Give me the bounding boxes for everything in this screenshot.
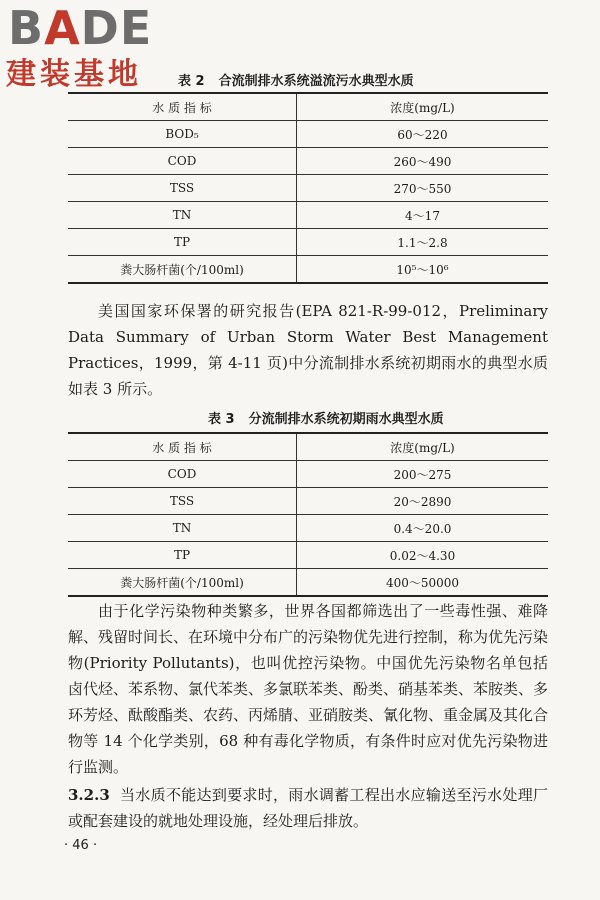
paragraph-priority-pollutants [68, 598, 548, 780]
table3 [68, 432, 548, 597]
cell-concentration: 20～2890 [297, 488, 549, 515]
table-row [68, 256, 548, 284]
cell-indicator: BOD₅ [68, 121, 297, 148]
table3-caption [208, 408, 444, 427]
cell-concentration: 4～17 [297, 202, 549, 229]
cell-concentration: 400～50000 [297, 569, 549, 597]
cell-concentration: 270～550 [297, 175, 549, 202]
page-number: · 46 · [64, 838, 98, 853]
cell-indicator: TSS [68, 488, 297, 515]
logo-letter: D [80, 1, 120, 55]
table3-title: 分流制排水系统初期雨水典型水质 [248, 412, 444, 427]
cell-concentration: 200～275 [297, 461, 549, 488]
cell-concentration: 0.02～4.30 [297, 542, 549, 569]
cell-indicator: TN [68, 515, 297, 542]
table2-number: 表 2 [178, 74, 205, 89]
header-concentration: 浓度(mg/L) [297, 93, 549, 121]
table-row [68, 175, 548, 202]
paragraph2-text: 由于化学污染物种类繁多，世界各国都筛选出了一些毒性强、难降解、残留时间长、在环境中分布广的污染物优先进行控制，称为优先污染物(Priority Pollutants)，也叫优控污染物。中国优先污染物名单包括卤代烃、苯系物、氯代苯类、多氯联苯类、酚类、硝基苯类、苯胺类、多环芳烃、酞酸酯类、农药、丙烯腈、亚硝胺类、氰化物、重金属及其化合物等 14 个化学类别，68 种有毒化学物质，有条件时应对优先污染物进行监测。 [68, 602, 549, 776]
logo-letter: E [119, 1, 153, 55]
table2 [68, 92, 548, 284]
cell-concentration: 1.1～2.8 [297, 229, 549, 256]
header-indicator: 水 质 指 标 [68, 93, 297, 121]
cell-indicator: 粪大肠杆菌(个/100ml) [68, 256, 297, 284]
cell-indicator: TP [68, 542, 297, 569]
cell-indicator: COD [68, 148, 297, 175]
table-header-row [68, 433, 548, 461]
table-row [68, 461, 548, 488]
table-row [68, 202, 548, 229]
logo-letter: B [8, 1, 45, 55]
logo-wordmark [8, 1, 153, 55]
cell-indicator: COD [68, 461, 297, 488]
cell-indicator: TSS [68, 175, 297, 202]
clause-text: 当水质不能达到要求时，雨水调蓄工程出水应输送至污水处理厂或配套建设的就地处理设施，经处理后排放。 [68, 786, 548, 830]
cell-concentration: 10⁵～10⁶ [297, 256, 549, 284]
paragraph1-text: 美国国家环保署的研究报告(EPA 821-R-99-012，Preliminary Data Summary of Urban Storm Water Best Management Practices，1999，第 4-11 页)中分流制排水系统初期雨水的典型水质如表 3 所示。 [68, 302, 548, 398]
cell-concentration: 260～490 [297, 148, 549, 175]
table-row [68, 569, 548, 597]
cell-indicator: TP [68, 229, 297, 256]
header-indicator: 水 质 指 标 [68, 433, 297, 461]
cell-indicator: TN [68, 202, 297, 229]
table2-title: 合流制排水系统溢流污水典型水质 [218, 74, 414, 89]
table-row [68, 515, 548, 542]
table2-caption [178, 70, 414, 89]
clause-3-2-3 [68, 782, 548, 834]
table3-number: 表 3 [208, 412, 235, 427]
table-row [68, 121, 548, 148]
table-row [68, 542, 548, 569]
paragraph-epa-report [68, 298, 548, 402]
table-row [68, 229, 548, 256]
header-concentration: 浓度(mg/L) [297, 433, 549, 461]
cell-concentration: 60～220 [297, 121, 549, 148]
clause-number: 3.2.3 [68, 786, 110, 804]
table-header-row [68, 93, 548, 121]
cell-concentration: 0.4～20.0 [297, 515, 549, 542]
logo-subtitle: 建装基地 [6, 57, 142, 92]
table-row [68, 488, 548, 515]
table-row [68, 148, 548, 175]
cell-indicator: 粪大肠杆菌(个/100ml) [68, 569, 297, 597]
logo-letter: A [44, 1, 81, 55]
